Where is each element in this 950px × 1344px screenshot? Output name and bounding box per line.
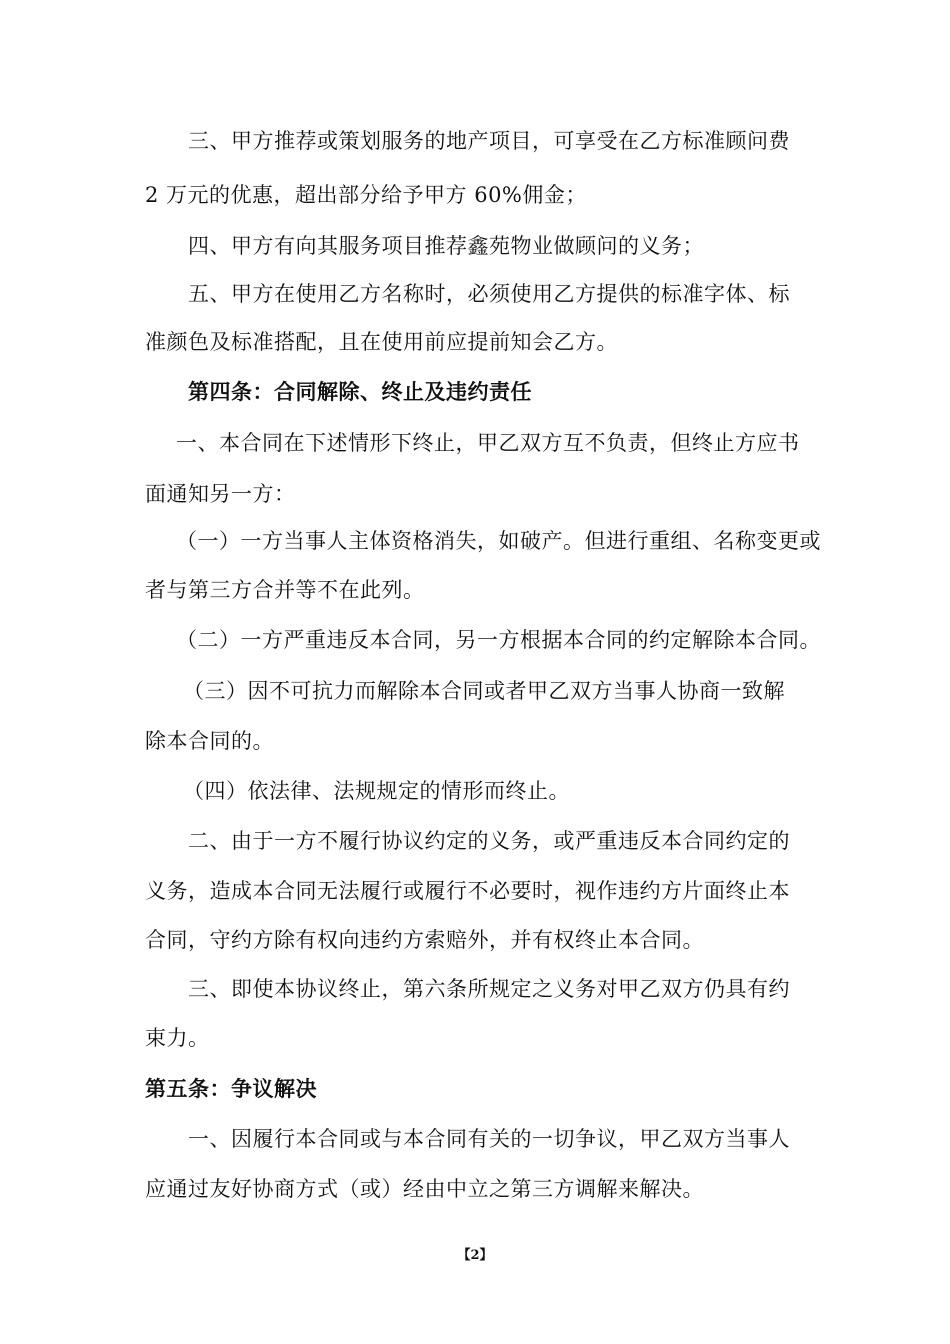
section-4-sub-4-line-1: （四）依法律、法规规定的情形而终止。 xyxy=(183,779,570,803)
section-4-item-2-line-3: 合同，守约方除有权向违约方索赔外，并有权终止本合同。 xyxy=(145,928,704,952)
section-4-item-3-line-2: 束力。 xyxy=(145,1026,210,1050)
section-4-sub-1-line-1: （一）一方当事人主体资格消失，如破产。但进行重组、名称变更或 xyxy=(176,529,821,553)
section-5-heading: 第五条：争议解决 xyxy=(145,1076,317,1101)
section-5-item-1-line-1: 一、因履行本合同或与本合同有关的一切争议，甲乙双方当事人 xyxy=(188,1127,790,1151)
section-4-item-3-line-1: 三、即使本协议终止，第六条所规定之义务对甲乙双方仍具有约 xyxy=(188,977,790,1001)
clause-4-line-1: 四、甲方有向其服务项目推荐鑫苑物业做顾问的义务； xyxy=(188,234,704,258)
section-5-item-1-line-2: 应通过友好协商方式（或）经由中立之第三方调解来解决。 xyxy=(145,1177,704,1201)
section-4-sub-3-line-1: （三）因不可抗力而解除本合同或者甲乙双方当事人协商一致解 xyxy=(183,679,785,703)
clause-3-line-1: 三、甲方推荐或策划服务的地产项目，可享受在乙方标准顾问费 xyxy=(188,129,790,153)
section-4-item-1-line-2: 面通知另一方： xyxy=(145,482,296,506)
section-4-sub-3-line-2: 除本合同的。 xyxy=(145,729,274,753)
section-4-item-2-line-2: 义务，造成本合同无法履行或履行不必要时，视作违约方片面终止本 xyxy=(145,879,790,903)
section-4-item-1-line-1: 一、本合同在下述情形下终止，甲乙双方互不负责，但终止方应书 xyxy=(176,431,800,455)
clause-3-line-2: 2 万元的优惠，超出部分给予甲方 60%佣金； xyxy=(145,183,587,207)
section-4-item-2-line-1: 二、由于一方不履行协议约定的义务，或严重违反本合同约定的 xyxy=(188,829,790,853)
clause-5-line-1: 五、甲方在使用乙方名称时，必须使用乙方提供的标准字体、标 xyxy=(188,282,790,306)
clause-5-line-2: 准颜色及标准搭配，且在使用前应提前知会乙方。 xyxy=(145,330,618,354)
section-4-sub-1-line-2: 者与第三方合并等不在此列。 xyxy=(145,578,425,602)
page-number: 【2】 xyxy=(457,1248,493,1263)
section-4-heading: 第四条：合同解除、终止及违约责任 xyxy=(188,379,532,404)
section-4-sub-2-line-1: （二）一方严重违反本合同，另一方根据本合同的约定解除本合同。 xyxy=(176,628,821,652)
